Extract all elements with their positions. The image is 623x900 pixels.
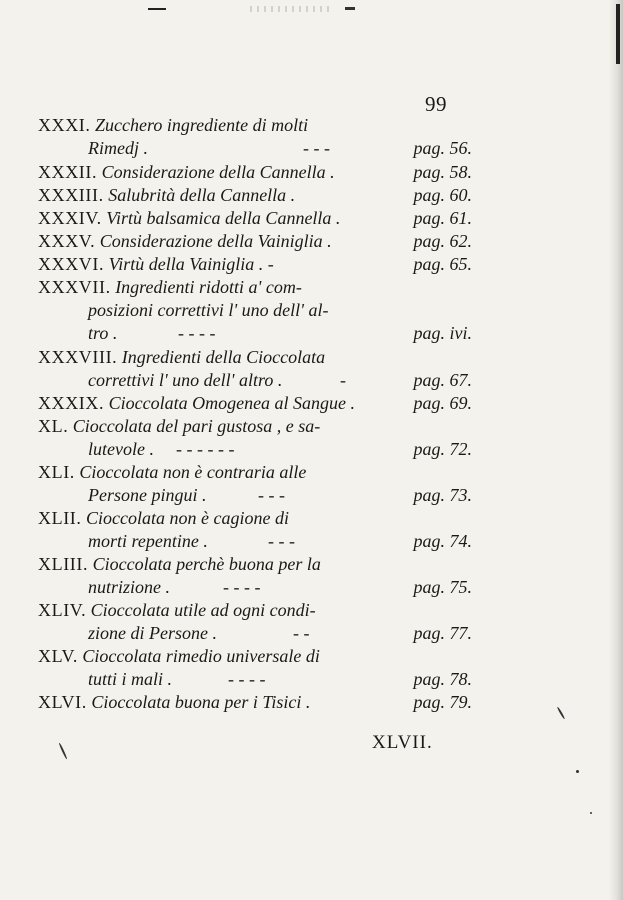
leader-dashes: -	[340, 370, 346, 390]
toc-entry	[38, 184, 478, 206]
entry-title: Considerazione della Cannella .	[101, 162, 335, 182]
toc-entry	[38, 599, 478, 621]
catchword: XLVII.	[372, 732, 433, 753]
entry-title: Cioccolata non è cagione di	[85, 508, 289, 528]
entry-number: XXXIX.	[38, 393, 105, 413]
ink-speck	[590, 812, 592, 814]
entry-title: Cioccolata Omogenea al Sangue .	[108, 393, 356, 413]
page-reference: pag. 78.	[413, 669, 472, 689]
page-reference: pag. 77.	[413, 623, 472, 643]
ink-speck	[557, 706, 566, 719]
entry-number: XXXVI.	[38, 254, 105, 274]
page-reference: pag. 58.	[413, 162, 472, 182]
toc-entry	[38, 253, 478, 275]
entry-title: Salubrità della Cannella .	[108, 185, 296, 205]
entry-title: Ingredienti ridotti a' com-	[115, 277, 302, 297]
entry-title-cont: zione di Persone .	[88, 623, 217, 643]
toc-entry	[38, 346, 478, 368]
toc-entry-continuation	[88, 322, 478, 344]
entry-number: XXXI.	[38, 115, 91, 135]
toc-entry-continuation	[88, 299, 478, 321]
entry-number: XXXIV.	[38, 208, 102, 228]
toc-entry-continuation	[88, 668, 478, 690]
leader-dashes: - - -	[258, 485, 285, 505]
entry-number: XLVI.	[38, 692, 87, 712]
page-number: 99	[425, 92, 447, 116]
entry-number: XXXIII.	[38, 185, 104, 205]
leader-dashes: - - -	[268, 531, 295, 551]
entry-title-cont: posizioni correttivi l' uno dell' al-	[88, 300, 329, 320]
entry-number: XL.	[38, 416, 69, 436]
toc-entry	[38, 553, 478, 575]
entry-title: Virtù balsamica della Cannella .	[106, 208, 341, 228]
entry-number: XXXV.	[38, 231, 96, 251]
page-reference: pag. 74.	[413, 531, 472, 551]
entry-number: XXXVIII.	[38, 347, 118, 367]
toc-entry-continuation	[88, 438, 478, 460]
entry-number: XLIV.	[38, 600, 87, 620]
page-edge-shadow	[609, 0, 623, 900]
toc-entry	[38, 415, 478, 437]
toc-entry	[38, 691, 478, 713]
entry-title-cont: Rimedj .	[88, 138, 148, 158]
entry-title-cont: tutti i mali .	[88, 669, 173, 689]
leader-dashes: - - -	[303, 138, 330, 158]
entry-title: Ingredienti della Cioccolata	[121, 347, 326, 367]
entry-title: Cioccolata non è contraria alle	[79, 462, 307, 482]
page-reference: pag. 73.	[413, 485, 472, 505]
entry-title: Cioccolata buona per i Tisici .	[91, 692, 311, 712]
toc-entry	[38, 461, 478, 483]
toc-entry-continuation	[88, 369, 478, 391]
entry-title-cont: Persone pingui .	[88, 485, 207, 505]
toc-entry-continuation	[88, 484, 478, 506]
entry-title: Cioccolata del pari gustosa , e sa-	[72, 416, 321, 436]
toc-entry	[38, 114, 478, 136]
toc-entry-continuation	[88, 622, 478, 644]
page-reference: pag. 61.	[413, 208, 472, 228]
toc-entry-continuation	[88, 137, 478, 159]
toc-entry	[38, 161, 478, 183]
ink-speck	[58, 742, 67, 759]
page-reference: pag. ivi.	[413, 323, 472, 343]
page-reference: pag. 79.	[413, 692, 472, 712]
toc-entry	[38, 507, 478, 529]
page-reference: pag. 67.	[413, 370, 472, 390]
toc-entry	[38, 207, 478, 229]
top-margin-marks	[0, 0, 623, 14]
toc-entry-continuation	[88, 530, 478, 552]
entry-number: XXXII.	[38, 162, 98, 182]
entry-number: XLIII.	[38, 554, 89, 574]
entry-title: Cioccolata rimedio universale di	[82, 646, 320, 666]
leader-dashes: - -	[293, 623, 310, 643]
page-reference: pag. 69.	[413, 393, 472, 413]
leader-dashes: - - - - - -	[176, 439, 235, 459]
leader-dashes: - - - -	[228, 669, 266, 689]
entry-title: Zucchero ingrediente di molti	[95, 115, 309, 135]
entry-number: XXXVII.	[38, 277, 111, 297]
page-reference: pag. 65.	[413, 254, 472, 274]
entry-title: Considerazione della Vainiglia .	[99, 231, 332, 251]
leader-dashes: - - - -	[223, 577, 261, 597]
page-reference: pag. 75.	[413, 577, 472, 597]
toc-entry	[38, 230, 478, 252]
entry-number: XLI.	[38, 462, 75, 482]
entry-number: XLV.	[38, 646, 78, 666]
entry-title-cont: nutrizione .	[88, 577, 171, 597]
ink-speck	[576, 770, 579, 773]
entry-title-cont: tro .	[88, 323, 118, 343]
toc-entry-continuation	[88, 576, 478, 598]
toc-entry	[38, 645, 478, 667]
toc-entry	[38, 392, 478, 414]
entry-title-cont: morti repentine .	[88, 531, 208, 551]
toc-entry	[38, 276, 478, 298]
entry-title: Cioccolata perchè buona per la	[92, 554, 321, 574]
entry-title-cont: lutevole .	[88, 439, 154, 459]
entry-title: Virtù della Vainiglia . -	[108, 254, 274, 274]
entry-number: XLII.	[38, 508, 82, 528]
page-reference: pag. 60.	[413, 185, 472, 205]
entry-title-cont: correttivi l' uno dell' altro .	[88, 370, 283, 390]
page-reference: pag. 72.	[413, 439, 472, 459]
page-reference: pag. 62.	[413, 231, 472, 251]
entry-title: Cioccolata utile ad ogni condi-	[90, 600, 316, 620]
leader-dashes: - - - -	[178, 323, 216, 343]
page-reference: pag. 56.	[413, 138, 472, 158]
